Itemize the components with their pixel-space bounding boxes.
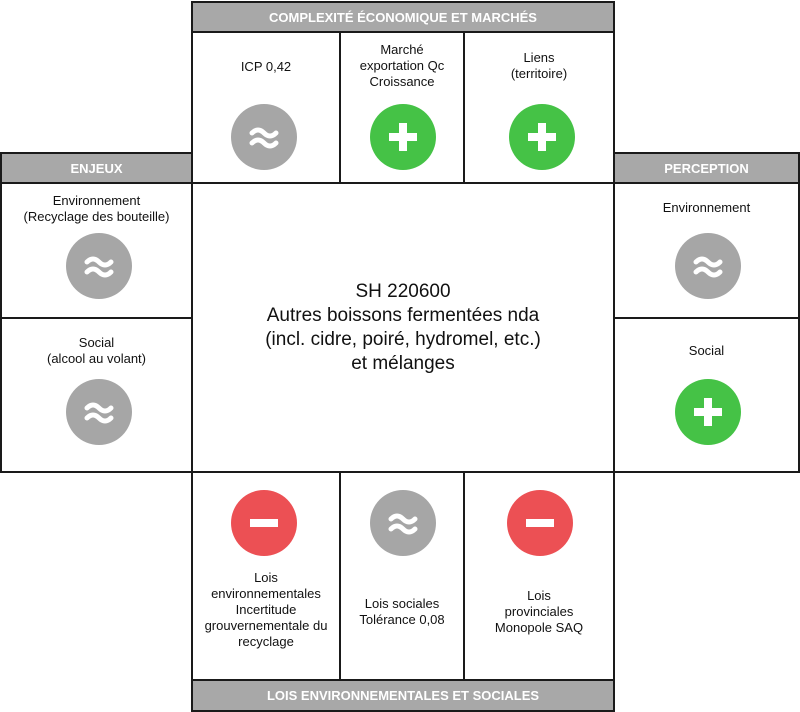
bottom-cell-lois-provinciales-label: Lois provinciales Monopole SAQ [494, 588, 584, 635]
plus-icon [509, 104, 575, 170]
right-cell-social [613, 317, 800, 473]
bottom-cell-lois-provinciales [463, 471, 615, 681]
bottom-cell-lois-env-label: Lois environnementales Incertitude grouvernementale du recyclage [204, 570, 328, 649]
right-cell-environnement [613, 182, 800, 319]
bottom-cell-lois-sociales [339, 471, 465, 681]
right-header: PERCEPTION [613, 152, 800, 184]
right-cell-social-label: Social [688, 343, 725, 358]
top-cell-liens-label: Liens (territoire) [510, 50, 568, 81]
left-cell-social-label: Social (alcool au volant) [47, 335, 146, 366]
top-cell-icp [191, 31, 341, 184]
approximately-equal-icon [66, 379, 132, 445]
left-header: ENJEUX [0, 152, 193, 184]
left-cell-environnement [0, 182, 193, 319]
approximately-equal-icon [66, 233, 132, 299]
plus-icon [675, 379, 741, 445]
left-cell-environnement-label: Environnement (Recyclage des bouteille) [23, 193, 170, 224]
plus-icon [370, 104, 436, 170]
top-cell-icp-label: ICP 0,42 [240, 59, 292, 74]
approximately-equal-icon [370, 490, 436, 556]
bottom-cell-lois-sociales-label: Lois sociales Tolérance 0,08 [359, 596, 445, 627]
left-cell-social [0, 317, 193, 473]
top-cell-marche [339, 31, 465, 184]
bottom-header: LOIS ENVIRONNEMENTALES ET SOCIALES [191, 679, 615, 712]
minus-icon [507, 490, 573, 556]
right-cell-environnement-label: Environnement [662, 200, 751, 215]
minus-icon [231, 490, 297, 556]
approximately-equal-icon [231, 104, 297, 170]
approximately-equal-icon [675, 233, 741, 299]
top-cell-liens [463, 31, 615, 184]
product-description: SH 220600 Autres boissons fermentées nda (incl. cidre, poiré, hydromel, etc.) et mélanges [265, 281, 541, 374]
bottom-cell-lois-env [191, 471, 341, 681]
top-cell-marche-label: Marché exportation Qc Croissance [359, 42, 445, 89]
top-header: COMPLEXITÉ ÉCONOMIQUE ET MARCHÉS [191, 1, 615, 33]
